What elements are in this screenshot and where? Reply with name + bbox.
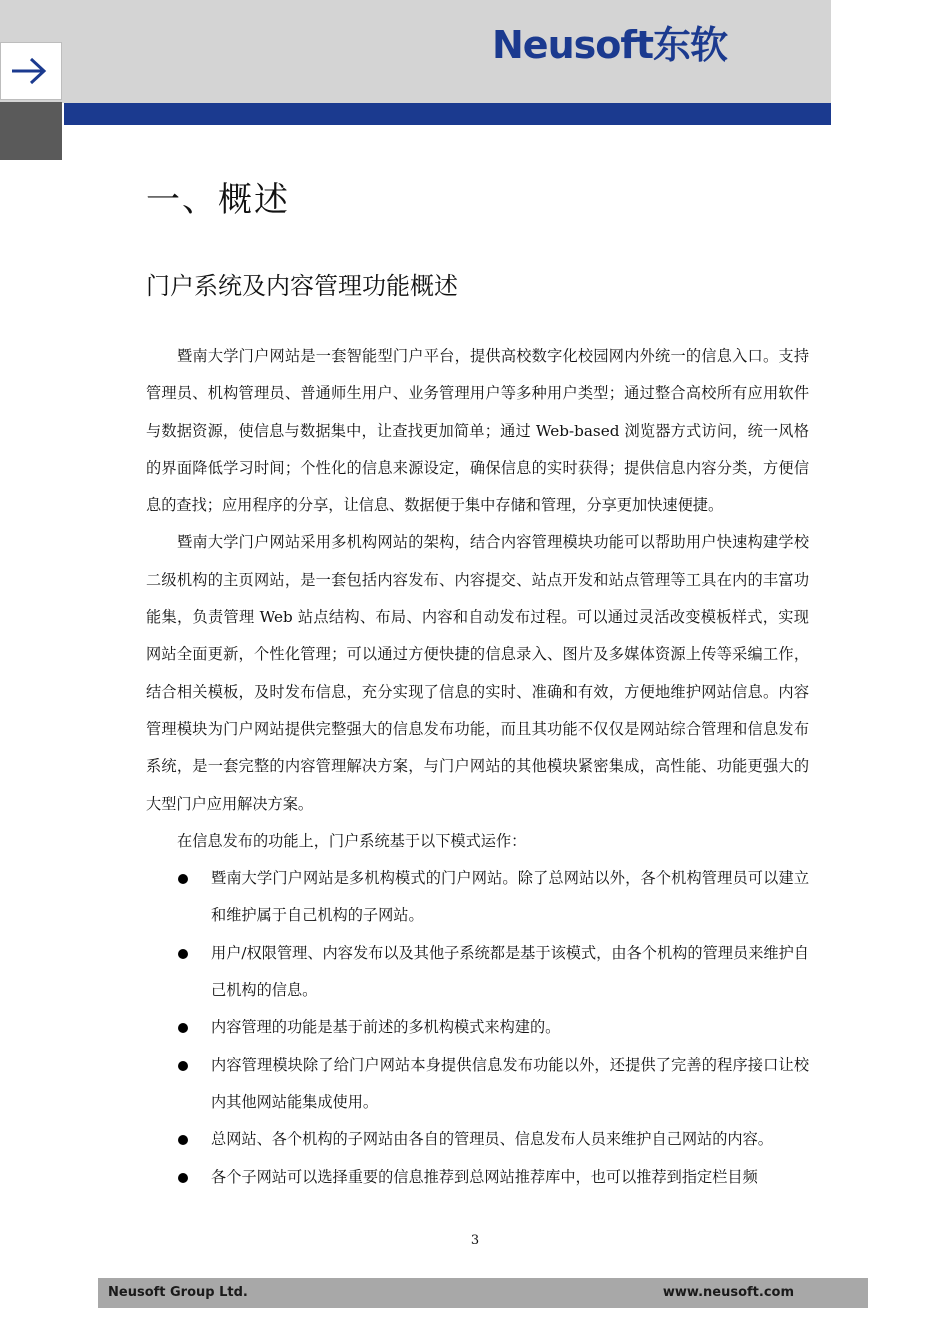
bullet-item xyxy=(146,1121,809,1158)
bullet-item xyxy=(146,1159,809,1196)
paragraph: 暨南大学门户网站是一套智能型门户平台，提供高校数字化校园网内外统一的信息入口。支持管理员、机构管理员、普通师生用户、业务管理用户等多种用户类型；通过整合高校所有应用软件与数据资源，使信息与数据集中，让查找更加简单；通过 Web-based 浏览器方式访问，统一风格的界面降低学习时间；个性化的信息来源设定，确保信息的实时获得；提供信息内容分类，方便信息的查找；应用程序的分享，让信息、数据便于集中存储和管理，分享更加快速便捷。 xyxy=(146,347,809,515)
neusoft-logo: Neusoft东软 xyxy=(492,23,728,67)
bullet-list xyxy=(146,860,809,1196)
bullet-text: 内容管理模块除了给门户网站本身提供信息发布功能以外，还提供了完善的程序接口让校内其他网站能集成使用。 xyxy=(211,1055,809,1111)
heading-1: 一、概述 xyxy=(146,180,290,220)
bullet-item xyxy=(146,935,809,1010)
bullet-icon xyxy=(178,949,188,959)
side-tab-dark xyxy=(0,102,62,160)
paragraph: 暨南大学门户网站采用多机构网站的架构，结合内容管理模块功能可以帮助用户快速构建学校二级机构的主页网站，是一套包括内容发布、内容提交、站点开发和站点管理等工具在内的丰富功能集，负责管理 Web 站点结构、布局、内容和自动发布过程。可以通过灵活改变模板样式，实现网站全面更新，个性化管理；可以通过方便快捷的信息录入、图片及多媒体资源上传等采编工作，结合相关模板，及时发布信息，充分实现了信息的实时、准确和有效，方便地维护网站信息。内容管理模块为门户网站提供完整强大的信息发布功能，而且其功能不仅仅是网站综合管理和信息发布系统，是一套完整的内容管理解决方案，与门户网站的其他模块紧密集成，高性能、功能更强大的大型门户应用解决方案。 xyxy=(146,533,809,813)
page-number: 3 xyxy=(470,1233,480,1248)
footer-company: Neusoft Group Ltd. xyxy=(108,1285,248,1300)
bullet-item xyxy=(146,1009,809,1046)
bullet-item xyxy=(146,860,809,935)
paragraph: 在信息发布的功能上，门户系统基于以下模式运作： xyxy=(177,831,527,850)
arrow-right-icon xyxy=(9,55,49,87)
bullet-icon xyxy=(178,874,188,884)
bullet-icon xyxy=(178,1061,188,1071)
bullet-text: 内容管理的功能是基于前述的多机构模式来构建的。 xyxy=(211,1018,561,1037)
document-body xyxy=(146,338,809,1196)
bullet-icon xyxy=(178,1023,188,1033)
bullet-text: 总网站、各个机构的子网站由各自的管理员、信息发布人员来维护自己网站的内容。 xyxy=(211,1130,773,1149)
bullet-icon xyxy=(178,1173,188,1183)
bullet-text: 暨南大学门户网站是多机构模式的门户网站。除了总网站以外，各个机构管理员可以建立和维护属于自己机构的子网站。 xyxy=(211,869,809,925)
footer-bar xyxy=(98,1278,868,1308)
header-stripe xyxy=(64,103,831,125)
side-tab-arrow[interactable] xyxy=(0,42,62,100)
bullet-item xyxy=(146,1047,809,1122)
bullet-icon xyxy=(178,1135,188,1145)
bullet-text: 各个子网站可以选择重要的信息推荐到总网站推荐库中，也可以推荐到指定栏目频 xyxy=(211,1167,758,1186)
footer-website: www.neusoft.com xyxy=(662,1285,794,1300)
bullet-text: 用户/权限管理、内容发布以及其他子系统都是基于该模式，由各个机构的管理员来维护自己机构的信息。 xyxy=(211,943,809,1000)
heading-2: 门户系统及内容管理功能概述 xyxy=(146,272,458,300)
